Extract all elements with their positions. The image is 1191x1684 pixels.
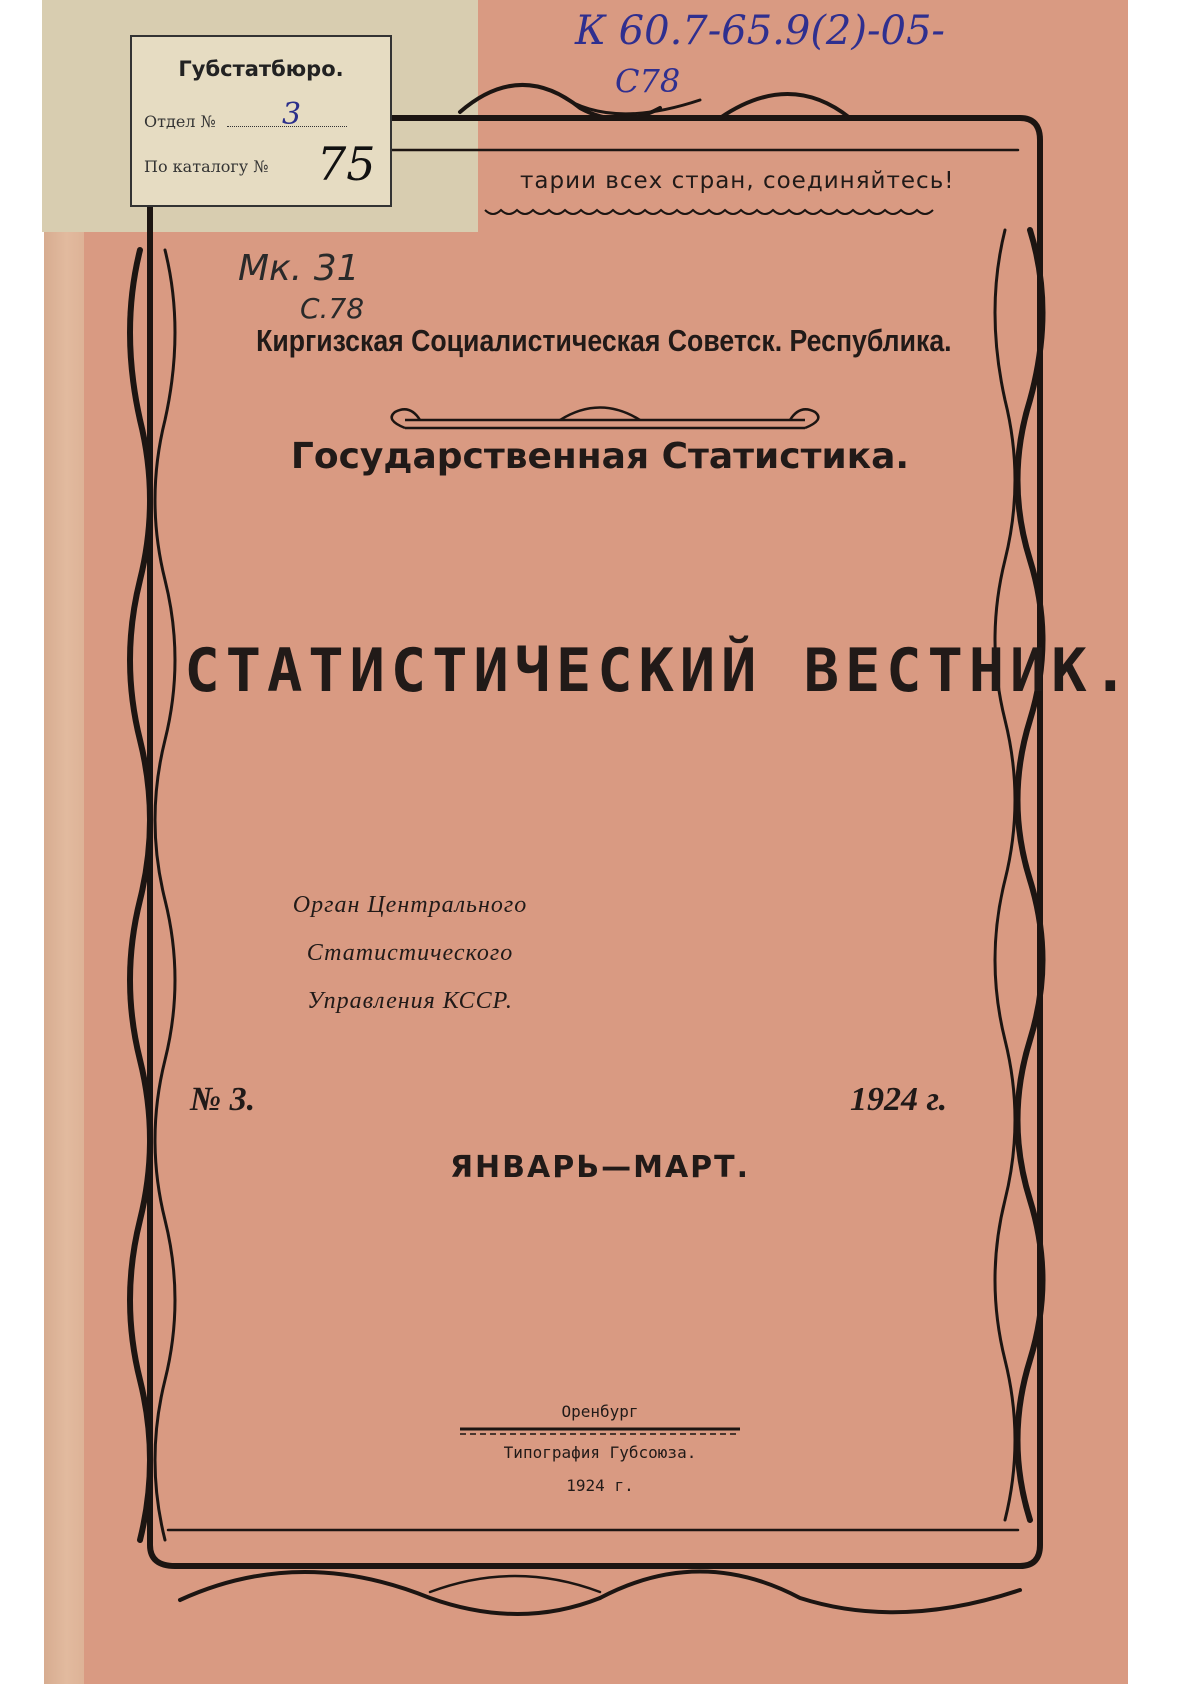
slogan: тарии всех стран, соединяйтесь! [520,168,955,194]
imprint-printer: Типография Губсоюза. [503,1443,697,1462]
department-row [144,112,347,131]
catalog-row [144,157,268,176]
organ-line-2: Статистического [306,940,514,966]
imprint-year: 1924 г. [566,1476,634,1495]
republic-title: Киргизская Социалистическая Советск. Республика. [256,323,952,358]
issue-year: 1924 г. [850,1081,948,1118]
imprint-city: Оренбург [561,1402,639,1421]
organ-line-1: Орган Центрального [292,892,528,918]
pencil-mark-line2: С.78 [300,292,365,325]
issue-months: ЯНВАРЬ—МАРТ. [449,1150,751,1185]
pencil-mark-line1: Мк. 31 [238,248,360,289]
journal-title: СТАТИСТИЧЕСКИЙ ВЕСТНИК. [184,636,1134,706]
department-number: 3 [282,97,302,132]
department-label: Отдел № [144,112,216,131]
agency-title: Государственная Статистика. [290,436,910,477]
catalog-number: 75 [317,137,376,191]
issue-number: № 3. [190,1081,256,1118]
organ-line-3: Управления КССР. [307,988,513,1014]
shelf-code: К 60.7-65.9(2)-05- [575,8,945,54]
catalog-label: По каталогу № [144,157,269,176]
label-title: Губстатбюро. [178,57,344,81]
library-label [130,35,392,207]
shelf-code-line2: С78 [615,62,681,100]
